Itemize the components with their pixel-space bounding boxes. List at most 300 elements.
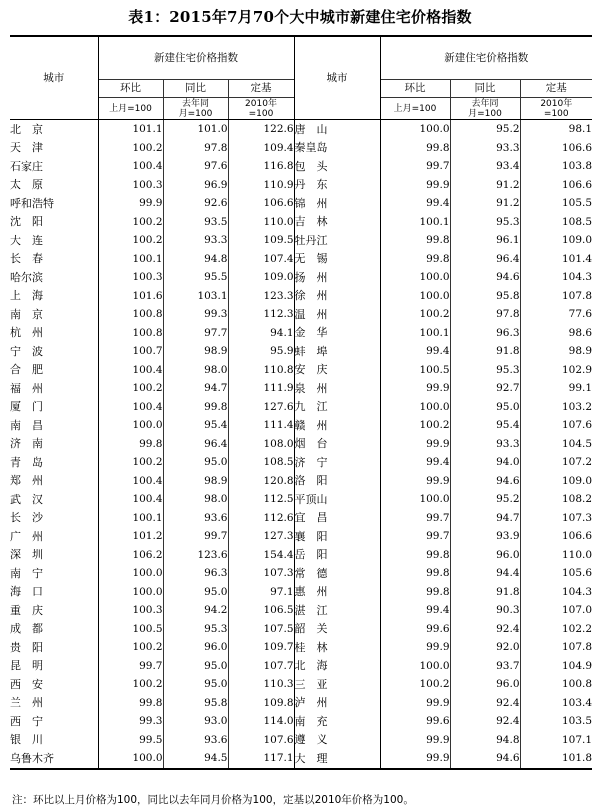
- city-cell: 昆 明: [10, 659, 43, 673]
- base-cell: 101.8: [520, 749, 592, 769]
- mom-cell: 99.9: [98, 194, 163, 213]
- mom-cell: 100.0: [98, 583, 163, 602]
- yoy-cell: 93.6: [163, 731, 228, 750]
- city-cell: 金 华: [294, 324, 380, 343]
- table-row: [10, 398, 592, 417]
- yoy-cell: 95.8: [450, 287, 520, 306]
- mom-cell: 100.2: [98, 379, 163, 398]
- city-cell: 济 南: [10, 437, 43, 451]
- city-cell: 遵 义: [294, 731, 380, 750]
- col-yoy-left: 同比: [163, 80, 228, 98]
- city-cell: 烟 台: [294, 435, 380, 454]
- base-cell: 106.6: [228, 194, 294, 213]
- yoy-cell: 94.6: [450, 472, 520, 491]
- city-cell: 福 州: [10, 381, 43, 395]
- yoy-cell: 92.7: [450, 379, 520, 398]
- city-cell: 成 都: [10, 622, 43, 636]
- mom-cell: 100.0: [98, 749, 163, 769]
- yoy-cell: 95.2: [450, 120, 520, 139]
- base-cell: 154.4: [228, 546, 294, 565]
- yoy-cell: 94.6: [450, 749, 520, 769]
- table-row: [10, 583, 592, 602]
- table-row: [10, 675, 592, 694]
- mom-cell: 100.7: [98, 342, 163, 361]
- yoy-cell: 93.7: [450, 657, 520, 676]
- table-header: [10, 36, 592, 120]
- mom-cell: 99.9: [380, 694, 450, 713]
- yoy-cell: 95.0: [163, 453, 228, 472]
- table-row: [10, 638, 592, 657]
- mom-cell: 99.9: [380, 638, 450, 657]
- base-cell: 105.6: [520, 564, 592, 583]
- yoy-cell: 91.8: [450, 342, 520, 361]
- mom-cell: 100.2: [98, 675, 163, 694]
- city-cell: 唐 山: [294, 120, 380, 139]
- city-cell: 泉 州: [294, 379, 380, 398]
- base-cell: 99.1: [520, 379, 592, 398]
- base-cell: 110.0: [228, 213, 294, 232]
- yoy-cell: 95.2: [450, 490, 520, 509]
- yoy-cell: 97.7: [163, 324, 228, 343]
- city-cell: 包 头: [294, 157, 380, 176]
- city-cell: 武 汉: [10, 492, 43, 506]
- yoy-cell: 93.5: [163, 213, 228, 232]
- city-cell: 桂 林: [294, 638, 380, 657]
- base-cell: 120.8: [228, 472, 294, 491]
- yoy-cell: 95.0: [163, 675, 228, 694]
- yoy-cell: 94.6: [450, 268, 520, 287]
- city-cell: 南 充: [294, 712, 380, 731]
- yoy-cell: 95.3: [163, 620, 228, 639]
- base-cell: 110.8: [228, 361, 294, 380]
- table-title: 表1：2015年7月70个大中城市新建住宅价格指数: [128, 8, 472, 26]
- yoy-cell: 96.4: [163, 435, 228, 454]
- base-cell: 123.3: [228, 287, 294, 306]
- city-cell: 上 海: [10, 289, 43, 303]
- city-cell: 吉 林: [294, 213, 380, 232]
- yoy-cell: 93.9: [450, 527, 520, 546]
- base-cell: 112.3: [228, 305, 294, 324]
- table-row: [10, 120, 592, 139]
- city-cell: 赣 州: [294, 416, 380, 435]
- table-row: [10, 564, 592, 583]
- mom-cell: 99.4: [380, 601, 450, 620]
- price-index-table: [10, 35, 592, 770]
- base-cell: 109.5: [228, 231, 294, 250]
- mom-cell: 100.1: [98, 250, 163, 269]
- base-cell: 103.8: [520, 157, 592, 176]
- base-cell: 114.0: [228, 712, 294, 731]
- table-row: [10, 342, 592, 361]
- base-cell: 104.5: [520, 435, 592, 454]
- table-row: [10, 509, 592, 528]
- base-cell: 98.6: [520, 324, 592, 343]
- base-cell: 109.0: [228, 268, 294, 287]
- table-row: [10, 287, 592, 306]
- group-header-left: 新建住宅价格指数: [98, 36, 294, 80]
- mom-cell: 100.8: [98, 305, 163, 324]
- city-cell: 合 肥: [10, 363, 43, 377]
- city-cell: 青 岛: [10, 455, 43, 469]
- city-cell: 扬 州: [294, 268, 380, 287]
- mom-cell: 99.9: [380, 379, 450, 398]
- table-row: [10, 601, 592, 620]
- mom-cell: 100.2: [98, 231, 163, 250]
- mom-cell: 101.1: [98, 120, 163, 139]
- base-cell: 127.3: [228, 527, 294, 546]
- city-cell: 南 京: [10, 307, 43, 321]
- mom-cell: 100.2: [98, 453, 163, 472]
- city-cell: 长 春: [10, 252, 43, 266]
- base-cell: 117.1: [228, 749, 294, 769]
- yoy-cell: 92.6: [163, 194, 228, 213]
- city-cell: 襄 阳: [294, 527, 380, 546]
- table-row: [10, 268, 592, 287]
- table-row: [10, 416, 592, 435]
- yoy-cell: 91.2: [450, 194, 520, 213]
- yoy-cell: 94.4: [450, 564, 520, 583]
- city-cell: 郑 州: [10, 474, 43, 488]
- city-cell: 南 昌: [10, 418, 43, 432]
- yoy-cell: 91.8: [450, 583, 520, 602]
- base-cell: 103.4: [520, 694, 592, 713]
- city-cell: 温 州: [294, 305, 380, 324]
- city-cell: 宜 昌: [294, 509, 380, 528]
- yoy-cell: 95.4: [450, 416, 520, 435]
- city-cell: 北 海: [294, 657, 380, 676]
- base-cell: 109.7: [228, 638, 294, 657]
- table-row: [10, 305, 592, 324]
- base-cell: 97.1: [228, 583, 294, 602]
- mom-cell: 100.1: [98, 509, 163, 528]
- mom-cell: 99.9: [380, 435, 450, 454]
- city-cell: 呼和浩特: [10, 196, 54, 210]
- mom-cell: 101.2: [98, 527, 163, 546]
- city-cell: 徐 州: [294, 287, 380, 306]
- mom-cell: 99.8: [380, 583, 450, 602]
- base-cell: 95.9: [228, 342, 294, 361]
- yoy-cell: 95.5: [163, 268, 228, 287]
- table-row: [10, 472, 592, 491]
- mom-cell: 101.6: [98, 287, 163, 306]
- mom-cell: 100.4: [98, 472, 163, 491]
- city-cell: 石家庄: [10, 159, 43, 173]
- base-cell: 110.3: [228, 675, 294, 694]
- city-cell: 安 庆: [294, 361, 380, 380]
- city-cell: 太 原: [10, 178, 43, 192]
- city-cell: 哈尔滨: [10, 270, 43, 284]
- base-cell: 102.9: [520, 361, 592, 380]
- base-cell: 107.3: [228, 564, 294, 583]
- city-cell: 北 京: [10, 122, 43, 136]
- city-cell: 泸 州: [294, 694, 380, 713]
- base-cell: 104.3: [520, 268, 592, 287]
- mom-cell: 100.0: [380, 120, 450, 139]
- table-row: [10, 231, 592, 250]
- table-row: [10, 213, 592, 232]
- mom-cell: 99.7: [98, 657, 163, 676]
- yoy-cell: 95.0: [163, 583, 228, 602]
- yoy-cell: 96.3: [163, 564, 228, 583]
- yoy-cell: 95.4: [163, 416, 228, 435]
- mom-cell: 100.0: [380, 287, 450, 306]
- sub-yoy-right: 去年同 月=100: [450, 98, 520, 120]
- base-cell: 107.1: [520, 731, 592, 750]
- mom-cell: 99.4: [380, 194, 450, 213]
- mom-cell: 100.0: [98, 564, 163, 583]
- mom-cell: 100.8: [98, 324, 163, 343]
- yoy-cell: 101.0: [163, 120, 228, 139]
- yoy-cell: 98.0: [163, 490, 228, 509]
- base-cell: 109.0: [520, 472, 592, 491]
- table-body: [10, 120, 592, 769]
- city-cell: 兰 州: [10, 696, 43, 710]
- yoy-cell: 95.3: [450, 213, 520, 232]
- col-base-left: 定基: [228, 80, 294, 98]
- city-cell: 乌鲁木齐: [10, 749, 98, 769]
- yoy-cell: 92.4: [450, 712, 520, 731]
- mom-cell: 99.3: [98, 712, 163, 731]
- city-cell: 重 庆: [10, 603, 43, 617]
- yoy-cell: 94.8: [450, 731, 520, 750]
- table-row: [10, 157, 592, 176]
- city-cell: 深 圳: [10, 548, 43, 562]
- mom-cell: 100.4: [98, 490, 163, 509]
- base-cell: 106.6: [520, 139, 592, 158]
- sub-mom-right: 上月=100: [380, 98, 450, 120]
- table-row: [10, 379, 592, 398]
- city-cell: 西 宁: [10, 714, 43, 728]
- mom-cell: 99.5: [98, 731, 163, 750]
- mom-cell: 100.2: [98, 139, 163, 158]
- base-cell: 107.3: [520, 509, 592, 528]
- city-cell: 沈 阳: [10, 215, 43, 229]
- base-cell: 107.8: [520, 287, 592, 306]
- base-cell: 103.2: [520, 398, 592, 417]
- city-cell: 岳 阳: [294, 546, 380, 565]
- base-cell: 103.5: [520, 712, 592, 731]
- yoy-cell: 93.3: [450, 139, 520, 158]
- yoy-cell: 92.4: [450, 620, 520, 639]
- base-cell: 116.8: [228, 157, 294, 176]
- city-cell: 天 津: [10, 141, 43, 155]
- mom-cell: 99.4: [380, 453, 450, 472]
- city-cell: 大 理: [294, 749, 380, 769]
- mom-cell: 100.2: [98, 638, 163, 657]
- base-cell: 107.0: [520, 601, 592, 620]
- base-cell: 107.8: [520, 638, 592, 657]
- city-cell: 贵 阳: [10, 640, 43, 654]
- base-cell: 108.0: [228, 435, 294, 454]
- yoy-cell: 93.3: [450, 435, 520, 454]
- mom-cell: 99.7: [380, 509, 450, 528]
- mom-cell: 99.8: [380, 139, 450, 158]
- sub-yoy-left: 去年同 月=100: [163, 98, 228, 120]
- yoy-cell: 90.3: [450, 601, 520, 620]
- city-cell: 海 口: [10, 585, 43, 599]
- city-cell: 平顶山: [294, 490, 380, 509]
- mom-cell: 99.9: [380, 749, 450, 769]
- base-cell: 107.4: [228, 250, 294, 269]
- base-cell: 105.5: [520, 194, 592, 213]
- sub-base-left: 2010年 =100: [228, 98, 294, 120]
- mom-cell: 100.2: [380, 675, 450, 694]
- table-row: [10, 194, 592, 213]
- table-row: [10, 250, 592, 269]
- city-cell: 广 州: [10, 529, 43, 543]
- footnote: 注：环比以上月价格为100，同比以去年同月价格为100，定基以2010年价格为100。: [12, 794, 414, 806]
- col-mom-left: 环比: [98, 80, 163, 98]
- yoy-cell: 97.8: [163, 139, 228, 158]
- city-cell: 三 亚: [294, 675, 380, 694]
- base-cell: 107.5: [228, 620, 294, 639]
- mom-cell: 100.4: [98, 157, 163, 176]
- base-cell: 107.6: [228, 731, 294, 750]
- base-cell: 106.6: [520, 176, 592, 195]
- mom-cell: 100.4: [98, 361, 163, 380]
- mom-cell: 99.8: [380, 231, 450, 250]
- table-row: [10, 749, 592, 769]
- col-yoy-right: 同比: [450, 80, 520, 98]
- mom-cell: 100.2: [98, 213, 163, 232]
- city-cell: 秦皇岛: [294, 139, 380, 158]
- table-row: [10, 453, 592, 472]
- mom-cell: 99.7: [380, 527, 450, 546]
- base-cell: 108.2: [520, 490, 592, 509]
- mom-cell: 99.8: [380, 564, 450, 583]
- yoy-cell: 97.8: [450, 305, 520, 324]
- mom-cell: 100.1: [380, 324, 450, 343]
- base-cell: 98.9: [520, 342, 592, 361]
- city-cell: 洛 阳: [294, 472, 380, 491]
- yoy-cell: 95.3: [450, 361, 520, 380]
- mom-cell: 100.0: [380, 398, 450, 417]
- yoy-cell: 93.6: [163, 509, 228, 528]
- yoy-cell: 98.0: [163, 361, 228, 380]
- yoy-cell: 96.3: [450, 324, 520, 343]
- yoy-cell: 96.0: [163, 638, 228, 657]
- sub-base-right: 2010年 =100: [520, 98, 592, 120]
- table-row: [10, 435, 592, 454]
- mom-cell: 99.4: [380, 342, 450, 361]
- base-cell: 110.9: [228, 176, 294, 195]
- base-cell: 106.5: [228, 601, 294, 620]
- table-row: [10, 324, 592, 343]
- base-cell: 112.6: [228, 509, 294, 528]
- base-cell: 111.9: [228, 379, 294, 398]
- mom-cell: 100.4: [98, 398, 163, 417]
- yoy-cell: 96.0: [450, 546, 520, 565]
- yoy-cell: 93.0: [163, 712, 228, 731]
- mom-cell: 99.8: [98, 435, 163, 454]
- yoy-cell: 91.2: [450, 176, 520, 195]
- yoy-cell: 92.4: [450, 694, 520, 713]
- city-cell: 锦 州: [294, 194, 380, 213]
- yoy-cell: 94.7: [163, 379, 228, 398]
- yoy-cell: 95.0: [450, 398, 520, 417]
- yoy-cell: 96.1: [450, 231, 520, 250]
- yoy-cell: 95.8: [163, 694, 228, 713]
- base-cell: 108.5: [520, 213, 592, 232]
- yoy-cell: 93.3: [163, 231, 228, 250]
- base-cell: 110.0: [520, 546, 592, 565]
- yoy-cell: 92.0: [450, 638, 520, 657]
- yoy-cell: 93.4: [450, 157, 520, 176]
- base-cell: 109.4: [228, 139, 294, 158]
- base-cell: 94.1: [228, 324, 294, 343]
- city-cell: 牡丹江: [294, 231, 380, 250]
- base-cell: 112.5: [228, 490, 294, 509]
- yoy-cell: 99.8: [163, 398, 228, 417]
- base-cell: 109.8: [228, 694, 294, 713]
- yoy-cell: 123.6: [163, 546, 228, 565]
- mom-cell: 99.9: [380, 472, 450, 491]
- table-row: [10, 139, 592, 158]
- mom-cell: 99.7: [380, 157, 450, 176]
- base-cell: 77.6: [520, 305, 592, 324]
- city-cell: 西 安: [10, 677, 43, 691]
- base-cell: 98.1: [520, 120, 592, 139]
- yoy-cell: 94.7: [450, 509, 520, 528]
- yoy-cell: 96.9: [163, 176, 228, 195]
- base-cell: 122.6: [228, 120, 294, 139]
- mom-cell: 100.3: [98, 176, 163, 195]
- mom-cell: 99.8: [380, 546, 450, 565]
- mom-cell: 100.5: [98, 620, 163, 639]
- city-cell: 湛 江: [294, 601, 380, 620]
- city-cell: 杭 州: [10, 326, 43, 340]
- mom-cell: 100.2: [380, 305, 450, 324]
- base-cell: 102.2: [520, 620, 592, 639]
- base-cell: 111.4: [228, 416, 294, 435]
- mom-cell: 99.9: [380, 176, 450, 195]
- mom-cell: 99.8: [380, 250, 450, 269]
- base-cell: 107.6: [520, 416, 592, 435]
- base-cell: 127.6: [228, 398, 294, 417]
- table-row: [10, 546, 592, 565]
- mom-cell: 100.3: [98, 601, 163, 620]
- group-header-right: 新建住宅价格指数: [380, 36, 592, 80]
- mom-cell: 100.1: [380, 213, 450, 232]
- table-row: [10, 527, 592, 546]
- yoy-cell: 96.4: [450, 250, 520, 269]
- mom-cell: 100.3: [98, 268, 163, 287]
- base-cell: 101.4: [520, 250, 592, 269]
- yoy-cell: 96.0: [450, 675, 520, 694]
- city-cell: 南 宁: [10, 566, 43, 580]
- col-mom-right: 环比: [380, 80, 450, 98]
- table-row: [10, 361, 592, 380]
- table-row: [10, 694, 592, 713]
- city-cell: 丹 东: [294, 176, 380, 195]
- table-row: [10, 712, 592, 731]
- mom-cell: 100.2: [380, 416, 450, 435]
- base-cell: 107.2: [520, 453, 592, 472]
- city-cell: 蚌 埠: [294, 342, 380, 361]
- yoy-cell: 103.1: [163, 287, 228, 306]
- city-cell: 济 宁: [294, 453, 380, 472]
- mom-cell: 99.6: [380, 712, 450, 731]
- yoy-cell: 99.3: [163, 305, 228, 324]
- city-cell: 宁 波: [10, 344, 43, 358]
- base-cell: 104.9: [520, 657, 592, 676]
- base-cell: 100.8: [520, 675, 592, 694]
- yoy-cell: 98.9: [163, 472, 228, 491]
- city-cell: 无 锡: [294, 250, 380, 269]
- mom-cell: 100.0: [98, 416, 163, 435]
- city-header-left: 城市: [10, 36, 98, 120]
- yoy-cell: 98.9: [163, 342, 228, 361]
